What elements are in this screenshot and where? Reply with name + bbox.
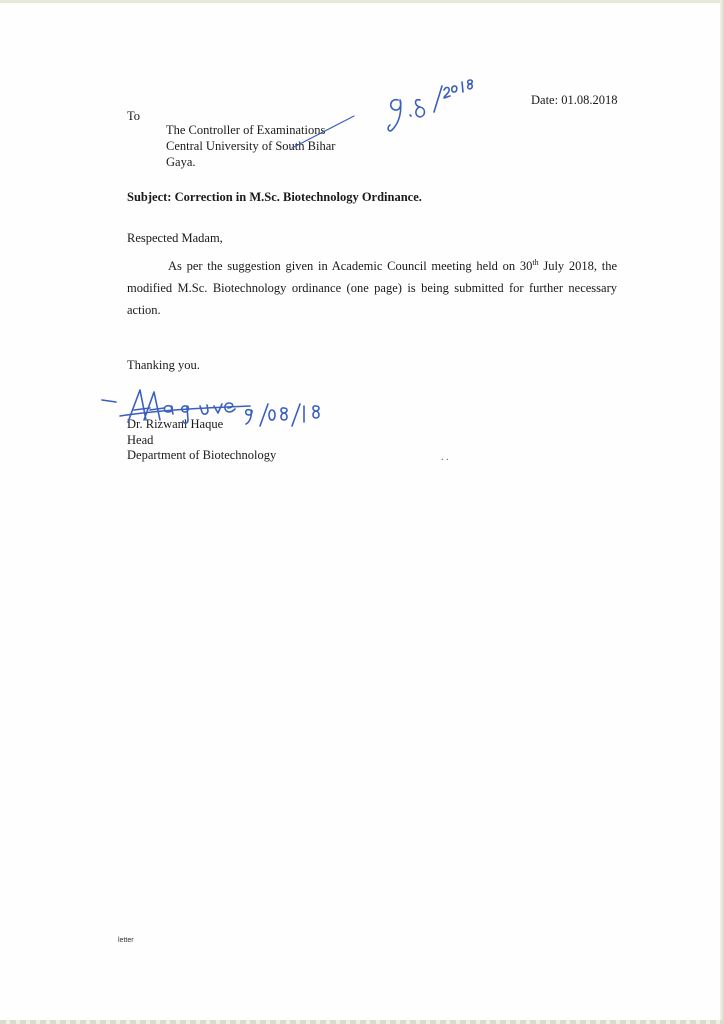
recipient-line-2: Central University of South Bihar	[166, 139, 336, 153]
ink-stroke-over-address	[290, 112, 360, 152]
body-superscript: th	[532, 257, 539, 267]
handwritten-signature	[100, 380, 330, 440]
signatory-name: Dr. Rizwanl Haque	[127, 417, 224, 431]
handwritten-date-annotation	[380, 70, 490, 140]
stray-dots: . .	[441, 452, 449, 463]
signatory-designation: Head	[127, 432, 154, 447]
body-paragraph	[127, 255, 617, 321]
scan-edge-right	[720, 0, 724, 1024]
salutation: Respected Madam,	[127, 231, 223, 245]
body-part-1: As per the suggestion given in Academic Council meeting held on 30	[168, 259, 533, 273]
closing-line: Thanking you.	[127, 358, 200, 372]
scan-edge-top	[0, 0, 724, 3]
footer-mark: letter	[118, 937, 134, 944]
recipient-line-1: The Controller of Examinations	[166, 123, 326, 137]
signatory-department: Department of Biotechnology	[127, 448, 277, 462]
subject-line: Subject: Correction in M.Sc. Biotechnology Ordinance.	[127, 190, 422, 204]
letter-date: Date: 01.08.2018	[531, 93, 618, 107]
body-part-2: July 2018, the modified M.Sc. Biotechnology ordinance (one page) is being submitted for further necessary action.	[127, 259, 618, 317]
to-label: To	[127, 109, 141, 123]
recipient-line-3: Gaya.	[166, 155, 196, 169]
scan-edge-bottom	[0, 1020, 724, 1024]
